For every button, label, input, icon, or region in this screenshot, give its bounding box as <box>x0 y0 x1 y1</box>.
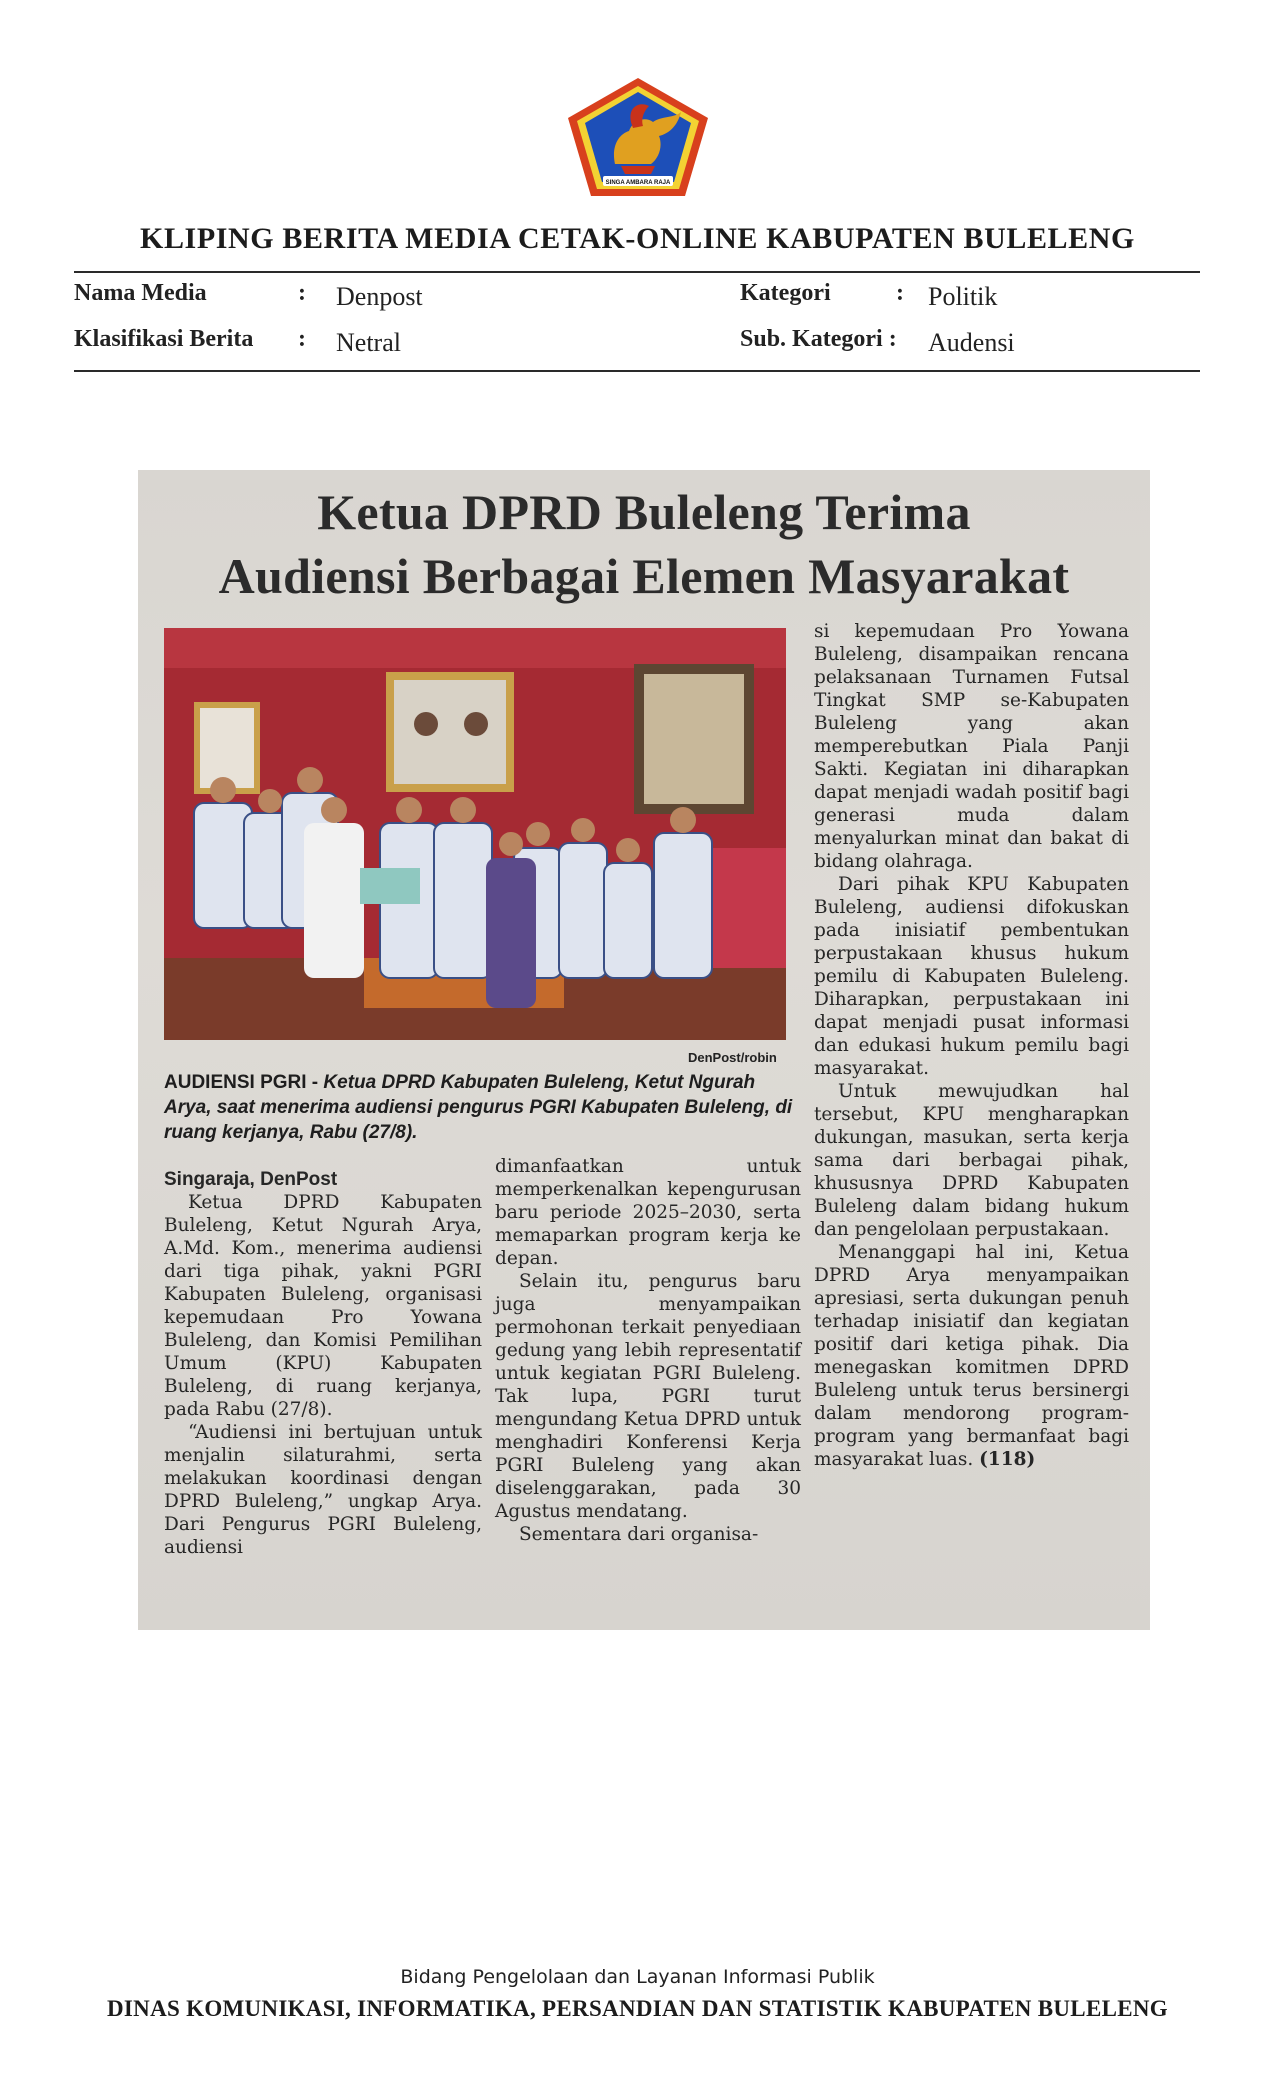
photo-caption <box>164 1070 794 1145</box>
category-value: Politik <box>928 282 998 311</box>
paragraph: si kepemudaan Pro Yowana Buleleng, disampaikan rencana pelaksanaan Turnamen Futsal Tingkat SMP se-Kabupaten Buleleng yang akan memperebutkan Piala Panji Sakti. Kegiatan ini diharapkan dapat menjadi wadah positif bagi generasi muda dalam menyalurkan minat dan bakat di bidang olahraga. <box>814 621 1129 872</box>
regency-logo <box>563 76 713 198</box>
subcategory-label <box>740 326 897 353</box>
footer-division: Bidang Pengelolaan dan Layanan Informasi Publik <box>400 1966 875 1988</box>
article-column-2 <box>495 1155 801 1546</box>
author-code: (118) <box>979 1449 1036 1470</box>
article-column-1 <box>164 1168 482 1559</box>
subcategory-value: Audensi <box>928 328 1015 357</box>
dateline: Singaraja, DenPost <box>164 1169 338 1190</box>
caption-body: Ketua DPRD Kabupaten Buleleng, Ketut Ngurah Arya, saat menerima audiensi pengurus PGRI Kabupaten Buleleng, di ruang kerjanya, Rabu (27/8). <box>164 1072 793 1143</box>
colon: : <box>298 326 306 352</box>
logo-motto: SINGA AMBARA RAJA <box>605 180 671 186</box>
classification-value: Netral <box>336 328 401 357</box>
paragraph: “Audiensi ini bertujuan untuk menjalin silaturahmi, serta melakukan koordinasi dengan DPRD Buleleng,” ungkap Arya. Dari Pengurus PGRI Buleleng, audiensi <box>164 1422 482 1558</box>
category-label: Kategori <box>740 280 831 306</box>
paragraph <box>814 1241 1129 1471</box>
paragraph: Untuk mewujudkan hal tersebut, KPU mengharapkan dukungan, masukan, serta kerja sama dari berbagai pihak, khususnya DPRD Kabupaten Buleleng dalam bidang hukum dan pengelolaan perpustakaan. <box>814 1081 1129 1240</box>
footer-agency: DINAS KOMUNIKASI, INFORMATIKA, PERSANDIAN DAN STATISTIK KABUPATEN BULELENG <box>107 1996 1168 2021</box>
article-column-3 <box>814 620 1129 1471</box>
headline-line-2: Audiensi Berbagai Elemen Masyarakat <box>218 548 1070 604</box>
article-headline <box>138 480 1150 608</box>
colon: : <box>896 280 904 306</box>
paragraph: Ketua DPRD Kabupaten Buleleng, Ketut Ngurah Arya, A.Md. Kom., menerima audiensi dari tiga pihak, yakni PGRI Kabupaten Buleleng, organisasi kepemudaan Pro Yowana Buleleng, dan Komisi Pemilihan Umum (KPU) Kabupaten Buleleng, di ruang kerjanya, pada Rabu (27/8). <box>164 1192 482 1420</box>
document-title: KLIPING BERITA MEDIA CETAK-ONLINE KABUPATEN BULELENG <box>140 222 1135 255</box>
caption-lead: AUDIENSI PGRI - <box>164 1072 324 1093</box>
colon: : <box>888 326 897 352</box>
paragraph: Selain itu, pengurus baru juga menyampaikan permohonan terkait penyediaan gedung yang lebih representatif untuk kegiatan PGRI Buleleng. Tak lupa, PGRI turut mengundang Ketua DPRD untuk menghadiri Konferensi Kerja PGRI Buleleng yang akan diselenggarakan, pada 30 Agustus mendatang. <box>495 1271 801 1522</box>
top-rule <box>74 271 1200 273</box>
winged-lion-emblem-icon <box>563 76 713 198</box>
paragraph: Dari pihak KPU Kabupaten Buleleng, audiensi difokuskan pada inisiatif pembentukan perpustakaan khusus hukum pemilu di Kabupaten Buleleng. Diharapkan, perpustakaan ini dapat menjadi pusat informasi dan edukasi hukum pemilu bagi masyarakat. <box>814 874 1129 1079</box>
media-name-value: Denpost <box>336 282 423 311</box>
paragraph: dimanfaatkan untuk memperkenalkan kepengurusan baru periode 2025–2030, serta memaparkan program kerja ke depan. <box>495 1156 801 1269</box>
colon: : <box>298 280 306 306</box>
paragraph-text: Menanggapi hal ini, Ketua DPRD Arya menyampaikan apresiasi, serta dukungan penuh terhadap inisiatif dan kegiatan positif dari ketiga pihak. Dia menegaskan komitmen DPRD Buleleng untuk terus bersinergi dalam mendorong program-program yang bermanfaat bagi masyarakat luas. <box>814 1242 1129 1470</box>
newspaper-clipping <box>138 470 1150 1630</box>
article-photo <box>164 628 786 1040</box>
subcategory-label-text: Sub. Kategori <box>740 326 883 352</box>
classification-label: Klasifikasi Berita <box>74 326 254 352</box>
bottom-rule <box>74 370 1200 372</box>
headline-line-1: Ketua DPRD Buleleng Terima <box>317 484 971 540</box>
media-name-label: Nama Media <box>74 280 207 306</box>
paragraph: Sementara dari organisa- <box>519 1524 759 1545</box>
photo-credit: DenPost/robin <box>688 1050 777 1065</box>
